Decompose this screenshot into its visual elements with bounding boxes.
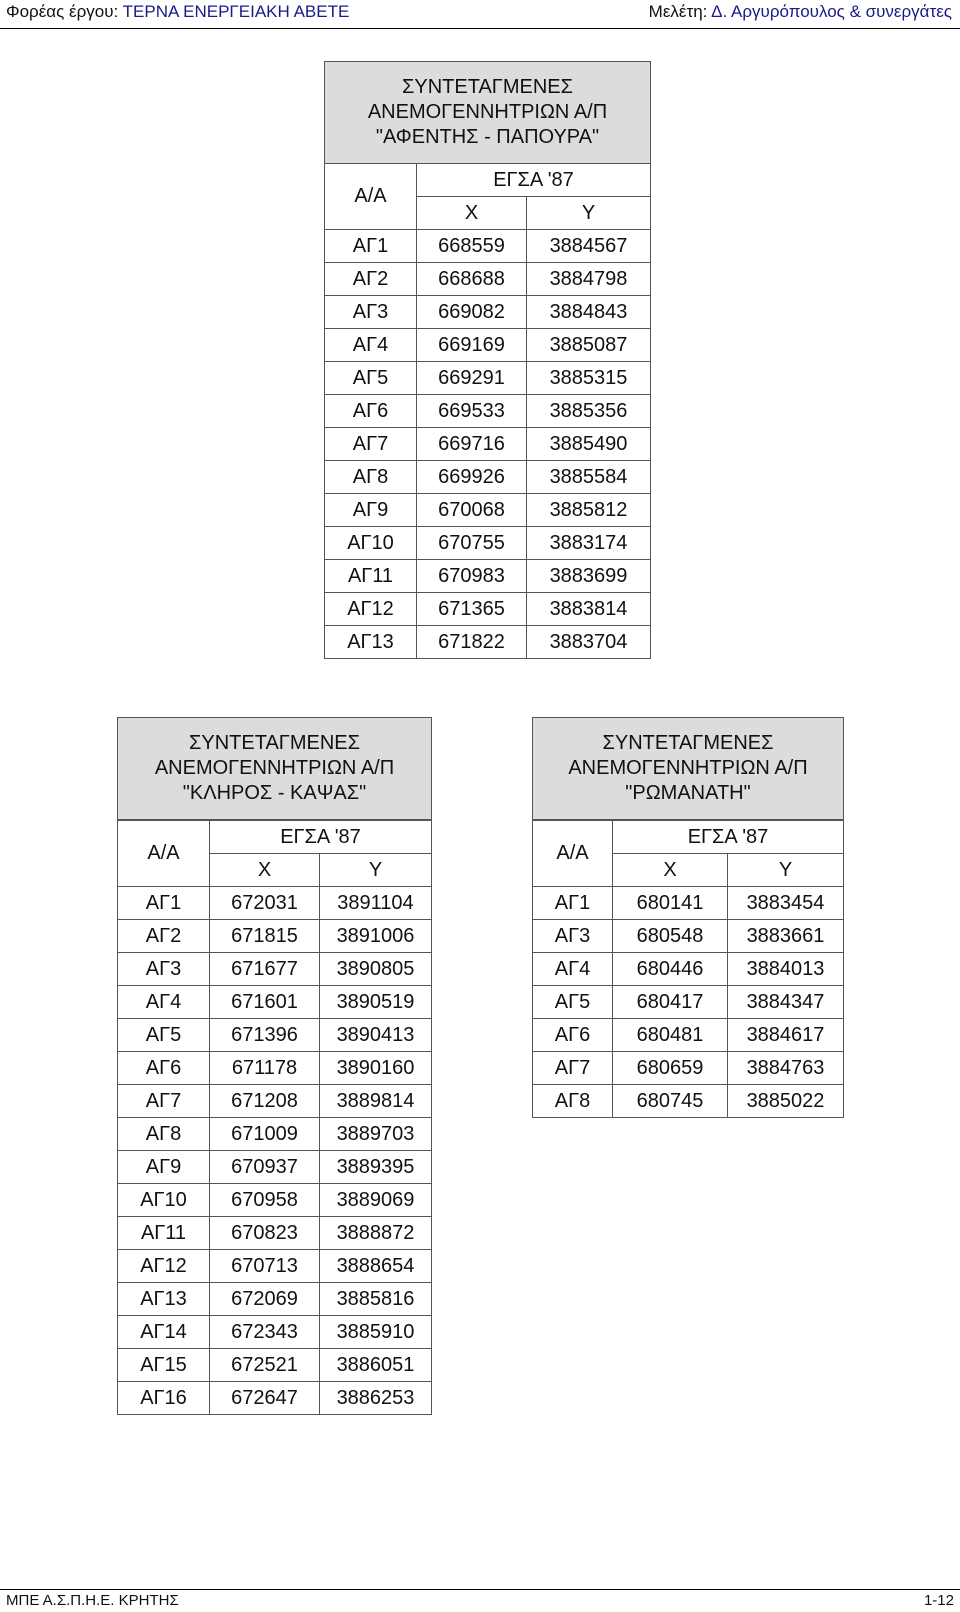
cell-x: 670755 bbox=[417, 527, 527, 560]
cell-id: ΑΓ9 bbox=[325, 494, 417, 527]
table-row bbox=[533, 953, 844, 986]
cell-x: 669533 bbox=[417, 395, 527, 428]
cell-x: 671822 bbox=[417, 626, 527, 659]
table-row bbox=[118, 953, 432, 986]
cell-y: 3884843 bbox=[527, 296, 651, 329]
cell-x: 671815 bbox=[210, 920, 320, 953]
cell-x: 671009 bbox=[210, 1118, 320, 1151]
cell-id: ΑΓ3 bbox=[533, 920, 613, 953]
cell-id: ΑΓ10 bbox=[325, 527, 417, 560]
cell-id: ΑΓ13 bbox=[118, 1283, 210, 1316]
table-row bbox=[118, 1052, 432, 1085]
cell-y: 3884763 bbox=[728, 1052, 844, 1085]
study-author-value: Δ. Αργυρόπουλος & συνεργάτες bbox=[711, 2, 952, 21]
table-afentis-papoura bbox=[324, 61, 651, 659]
table-row bbox=[118, 920, 432, 953]
cell-id: ΑΓ14 bbox=[118, 1316, 210, 1349]
cell-x: 670958 bbox=[210, 1184, 320, 1217]
cell-id: ΑΓ12 bbox=[118, 1250, 210, 1283]
column-header-x: X bbox=[210, 854, 320, 887]
cell-y: 3884567 bbox=[527, 230, 651, 263]
cell-x: 672521 bbox=[210, 1349, 320, 1382]
table-row bbox=[325, 230, 651, 263]
cell-x: 671396 bbox=[210, 1019, 320, 1052]
cell-x: 669716 bbox=[417, 428, 527, 461]
table-title-line: ΣΥΝΤΕΤΑΓΜΕΝΕΣ bbox=[402, 76, 573, 98]
coordinates-table-romanati bbox=[532, 717, 844, 1118]
table-row bbox=[533, 986, 844, 1019]
cell-id: ΑΓ7 bbox=[325, 428, 417, 461]
cell-y: 3884347 bbox=[728, 986, 844, 1019]
cell-id: ΑΓ6 bbox=[533, 1019, 613, 1052]
cell-id: ΑΓ11 bbox=[118, 1217, 210, 1250]
footer-document-title: ΜΠΕ Α.Σ.Π.Η.Ε. ΚΡΗΤΗΣ bbox=[6, 1592, 179, 1609]
cell-id: ΑΓ11 bbox=[325, 560, 417, 593]
table-row bbox=[118, 1316, 432, 1349]
page-header bbox=[0, 0, 960, 26]
cell-id: ΑΓ9 bbox=[118, 1151, 210, 1184]
cell-id: ΑΓ15 bbox=[118, 1349, 210, 1382]
table-title-line: ΣΥΝΤΕΤΑΓΜΕΝΕΣ bbox=[602, 732, 774, 754]
table-row bbox=[533, 920, 844, 953]
cell-y: 3883704 bbox=[527, 626, 651, 659]
project-owner-value: ΤΕΡΝΑ ΕΝΕΡΓΕΙΑΚΗ ΑΒΕΤΕ bbox=[122, 2, 350, 21]
column-header-y: Y bbox=[527, 197, 651, 230]
table-row bbox=[533, 1019, 844, 1052]
cell-y: 3885816 bbox=[320, 1283, 432, 1316]
cell-x: 680141 bbox=[613, 887, 728, 920]
table-row bbox=[325, 527, 651, 560]
table-row bbox=[118, 887, 432, 920]
cell-x: 680417 bbox=[613, 986, 728, 1019]
cell-x: 669291 bbox=[417, 362, 527, 395]
cell-y: 3889395 bbox=[320, 1151, 432, 1184]
cell-x: 670713 bbox=[210, 1250, 320, 1283]
table-title-line: ΑΝΕΜΟΓΕΝΝΗΤΡΙΩΝ Α/Π bbox=[568, 757, 808, 779]
cell-id: ΑΓ13 bbox=[325, 626, 417, 659]
table-row bbox=[325, 626, 651, 659]
cell-y: 3883661 bbox=[728, 920, 844, 953]
cell-id: ΑΓ10 bbox=[118, 1184, 210, 1217]
cell-x: 668559 bbox=[417, 230, 527, 263]
cell-y: 3891006 bbox=[320, 920, 432, 953]
cell-y: 3885356 bbox=[527, 395, 651, 428]
column-header-aa: Α/Α bbox=[325, 164, 417, 230]
cell-id: ΑΓ7 bbox=[118, 1085, 210, 1118]
cell-y: 3885584 bbox=[527, 461, 651, 494]
cell-y: 3883699 bbox=[527, 560, 651, 593]
table-title-line: ΣΥΝΤΕΤΑΓΜΕΝΕΣ bbox=[189, 732, 360, 754]
cell-y: 3886253 bbox=[320, 1382, 432, 1415]
cell-x: 680659 bbox=[613, 1052, 728, 1085]
cell-id: ΑΓ5 bbox=[533, 986, 613, 1019]
cell-y: 3891104 bbox=[320, 887, 432, 920]
cell-x: 671677 bbox=[210, 953, 320, 986]
cell-x: 671208 bbox=[210, 1085, 320, 1118]
table-row bbox=[118, 1184, 432, 1217]
table-row bbox=[118, 1019, 432, 1052]
cell-x: 680745 bbox=[613, 1085, 728, 1118]
cell-id: ΑΓ2 bbox=[325, 263, 417, 296]
cell-x: 668688 bbox=[417, 263, 527, 296]
table-row bbox=[118, 1118, 432, 1151]
coordinates-table-afentis-papoura bbox=[324, 61, 651, 659]
cell-x: 680446 bbox=[613, 953, 728, 986]
cell-id: ΑΓ3 bbox=[118, 953, 210, 986]
cell-id: ΑΓ4 bbox=[118, 986, 210, 1019]
column-header-aa: Α/Α bbox=[118, 821, 210, 887]
table-row bbox=[325, 263, 651, 296]
footer-page-number: 1-12 bbox=[923, 1592, 954, 1609]
column-header-datum: ΕΓΣΑ '87 bbox=[210, 821, 432, 854]
cell-x: 671365 bbox=[417, 593, 527, 626]
cell-y: 3884013 bbox=[728, 953, 844, 986]
cell-x: 672031 bbox=[210, 887, 320, 920]
table-row bbox=[118, 1250, 432, 1283]
cell-y: 3890805 bbox=[320, 953, 432, 986]
table-row bbox=[118, 1151, 432, 1184]
cell-id: ΑΓ16 bbox=[118, 1382, 210, 1415]
table-title-line: "ΡΩΜΑΝΑΤΗ" bbox=[625, 782, 751, 804]
cell-x: 670823 bbox=[210, 1217, 320, 1250]
cell-id: ΑΓ6 bbox=[118, 1052, 210, 1085]
column-header-x: X bbox=[613, 854, 728, 887]
table-row bbox=[325, 461, 651, 494]
cell-x: 672069 bbox=[210, 1283, 320, 1316]
table-title-line: "ΑΦΕΝΤΗΣ - ΠΑΠΟΥΡΑ" bbox=[375, 126, 600, 148]
coordinates-table-kliros-kapsas bbox=[117, 717, 432, 1415]
cell-x: 669169 bbox=[417, 329, 527, 362]
study-author bbox=[649, 2, 952, 22]
header-divider bbox=[0, 28, 960, 29]
table-title-line: "ΚΛΗΡΟΣ - ΚΑΨΑΣ" bbox=[182, 782, 367, 804]
table-romanati bbox=[532, 717, 844, 1118]
table-row bbox=[325, 560, 651, 593]
table-row bbox=[325, 296, 651, 329]
cell-id: ΑΓ5 bbox=[118, 1019, 210, 1052]
table-title bbox=[325, 62, 651, 164]
column-header-datum: ΕΓΣΑ '87 bbox=[417, 164, 651, 197]
table-row bbox=[325, 362, 651, 395]
cell-y: 3890519 bbox=[320, 986, 432, 1019]
cell-x: 669926 bbox=[417, 461, 527, 494]
table-row bbox=[533, 887, 844, 920]
cell-y: 3885022 bbox=[728, 1085, 844, 1118]
table-row bbox=[118, 1382, 432, 1415]
column-header-y: Y bbox=[320, 854, 432, 887]
column-header-x: X bbox=[417, 197, 527, 230]
table-row bbox=[118, 1217, 432, 1250]
table-row bbox=[325, 428, 651, 461]
cell-y: 3885490 bbox=[527, 428, 651, 461]
cell-id: ΑΓ4 bbox=[325, 329, 417, 362]
table-title bbox=[118, 718, 432, 820]
cell-id: ΑΓ8 bbox=[118, 1118, 210, 1151]
cell-y: 3885315 bbox=[527, 362, 651, 395]
cell-id: ΑΓ6 bbox=[325, 395, 417, 428]
cell-y: 3883814 bbox=[527, 593, 651, 626]
cell-y: 3885910 bbox=[320, 1316, 432, 1349]
cell-x: 672647 bbox=[210, 1382, 320, 1415]
cell-y: 3883454 bbox=[728, 887, 844, 920]
study-author-label: Μελέτη: bbox=[648, 2, 712, 21]
cell-x: 672343 bbox=[210, 1316, 320, 1349]
cell-x: 671601 bbox=[210, 986, 320, 1019]
project-owner bbox=[6, 2, 349, 22]
cell-y: 3885087 bbox=[527, 329, 651, 362]
column-header-aa: Α/Α bbox=[533, 821, 613, 887]
cell-id: ΑΓ5 bbox=[325, 362, 417, 395]
cell-y: 3883174 bbox=[527, 527, 651, 560]
table-row bbox=[325, 593, 651, 626]
column-header-datum: ΕΓΣΑ '87 bbox=[613, 821, 844, 854]
cell-id: ΑΓ12 bbox=[325, 593, 417, 626]
cell-y: 3890413 bbox=[320, 1019, 432, 1052]
cell-id: ΑΓ3 bbox=[325, 296, 417, 329]
table-kliros-kapsas bbox=[117, 717, 432, 1415]
cell-id: ΑΓ1 bbox=[533, 887, 613, 920]
table-row bbox=[118, 986, 432, 1019]
table-row bbox=[533, 1052, 844, 1085]
cell-y: 3884798 bbox=[527, 263, 651, 296]
cell-y: 3888872 bbox=[320, 1217, 432, 1250]
cell-x: 671178 bbox=[210, 1052, 320, 1085]
table-row bbox=[118, 1283, 432, 1316]
footer-divider bbox=[0, 1589, 960, 1590]
table-row bbox=[118, 1085, 432, 1118]
project-owner-label: Φορέας έργου: bbox=[6, 2, 123, 21]
table-title-line: ΑΝΕΜΟΓΕΝΝΗΤΡΙΩΝ Α/Π bbox=[367, 101, 608, 123]
cell-y: 3885812 bbox=[527, 494, 651, 527]
cell-id: ΑΓ7 bbox=[533, 1052, 613, 1085]
table-row bbox=[325, 329, 651, 362]
table-row bbox=[325, 494, 651, 527]
cell-x: 670068 bbox=[417, 494, 527, 527]
cell-id: ΑΓ1 bbox=[325, 230, 417, 263]
table-title-line: ΑΝΕΜΟΓΕΝΝΗΤΡΙΩΝ Α/Π bbox=[154, 757, 395, 779]
cell-id: ΑΓ8 bbox=[533, 1085, 613, 1118]
table-title bbox=[533, 718, 844, 820]
cell-y: 3884617 bbox=[728, 1019, 844, 1052]
cell-id: ΑΓ4 bbox=[533, 953, 613, 986]
cell-y: 3889814 bbox=[320, 1085, 432, 1118]
cell-x: 680481 bbox=[613, 1019, 728, 1052]
cell-y: 3890160 bbox=[320, 1052, 432, 1085]
cell-x: 670983 bbox=[417, 560, 527, 593]
cell-y: 3888654 bbox=[320, 1250, 432, 1283]
cell-x: 670937 bbox=[210, 1151, 320, 1184]
cell-id: ΑΓ1 bbox=[118, 887, 210, 920]
table-row bbox=[118, 1349, 432, 1382]
cell-y: 3889703 bbox=[320, 1118, 432, 1151]
table-row bbox=[325, 395, 651, 428]
cell-x: 680548 bbox=[613, 920, 728, 953]
cell-id: ΑΓ2 bbox=[118, 920, 210, 953]
cell-x: 669082 bbox=[417, 296, 527, 329]
cell-id: ΑΓ8 bbox=[325, 461, 417, 494]
table-row bbox=[533, 1085, 844, 1118]
column-header-y: Y bbox=[728, 854, 844, 887]
cell-y: 3889069 bbox=[320, 1184, 432, 1217]
cell-y: 3886051 bbox=[320, 1349, 432, 1382]
